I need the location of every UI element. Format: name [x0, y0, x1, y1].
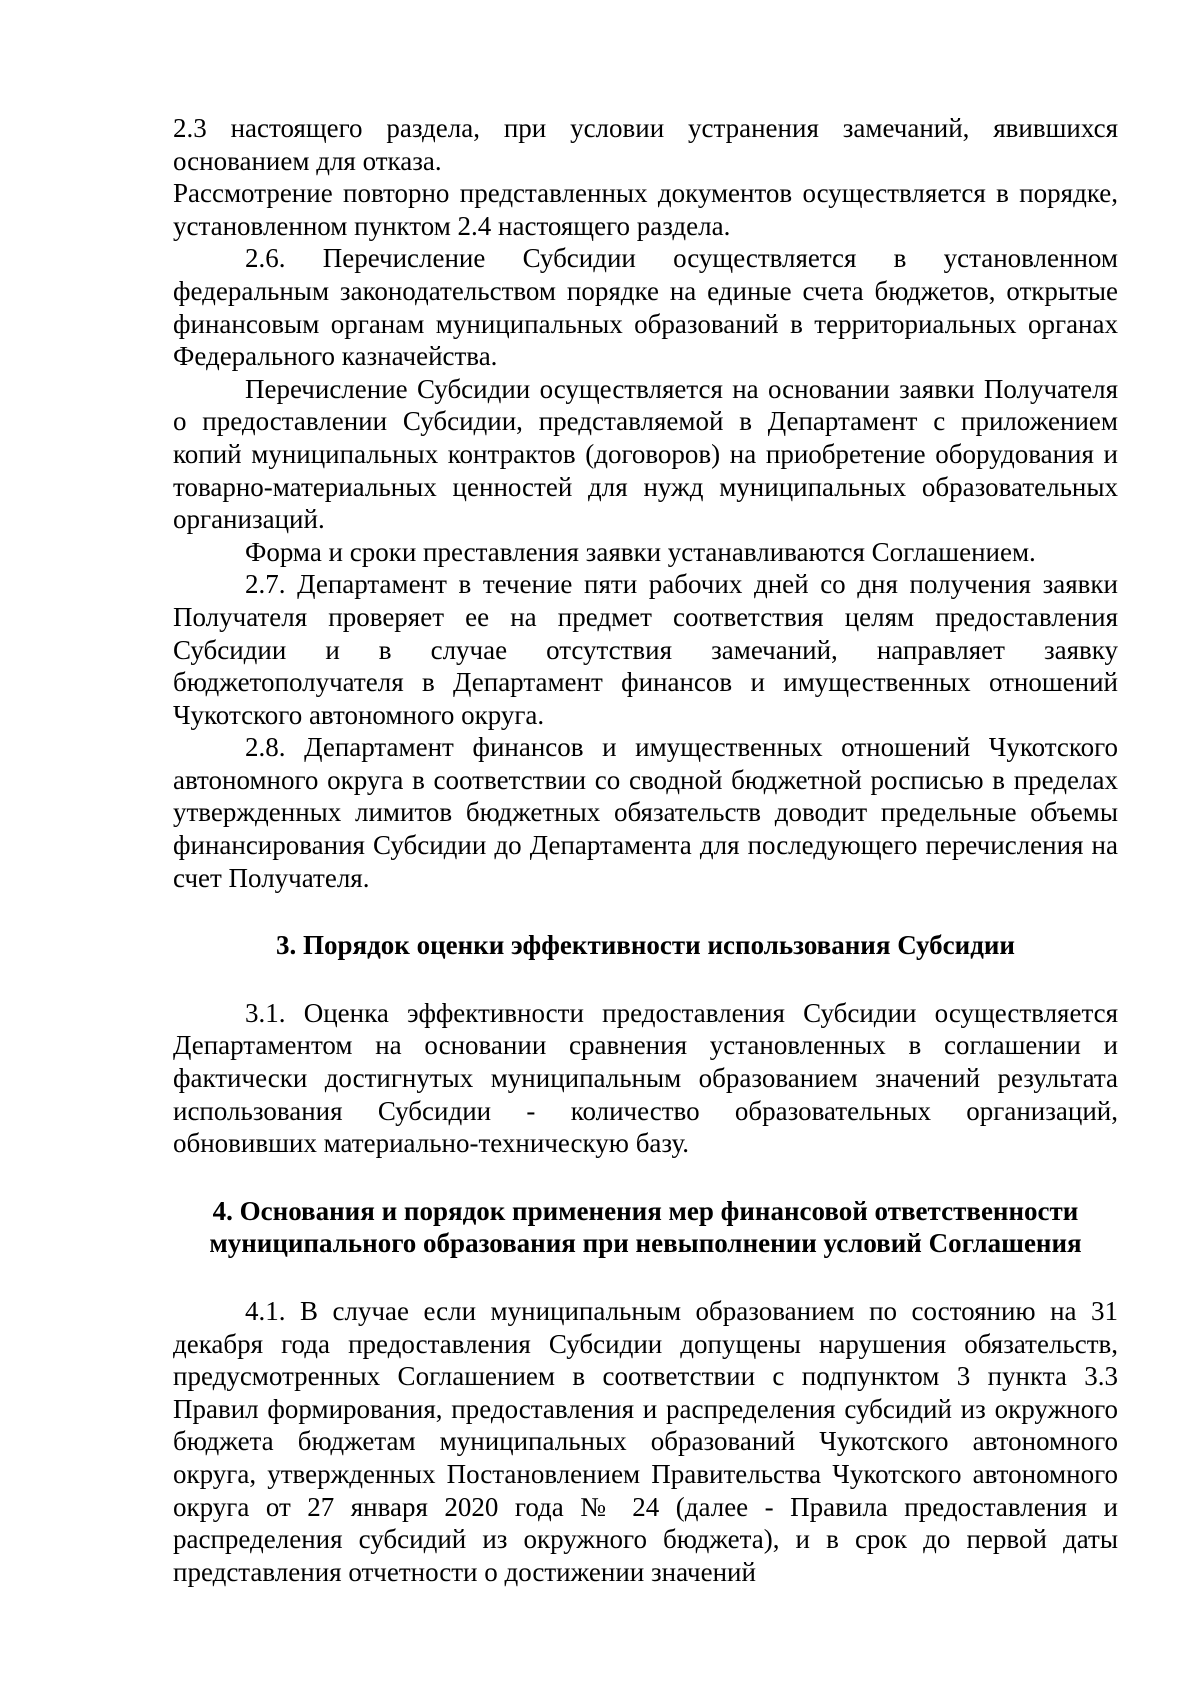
spacer	[173, 894, 1118, 929]
spacer	[173, 962, 1118, 997]
section-heading-3: 3. Порядок оценки эффективности использования Субсидии	[276, 930, 1015, 961]
paragraph-form: Форма и сроки преставления заявки устанавливаются Соглашением.	[245, 536, 1036, 567]
paragraph-3-1: 3.1. Оценка эффективности предоставления Субсидии осуществляется Департаментом на основании сравнения установленных в соглашении и фактически достигнутых муниципальным образованием значений результата использования Субсидии - количество образовательных организаций, обновивших материально-техническую базу.	[173, 997, 1118, 1159]
spacer	[173, 1160, 1118, 1195]
paragraph-review: Рассмотрение повторно представленных документов осуществляется в порядке, установленном пунктом 2.4 настоящего раздела.	[173, 178, 1118, 241]
spacer	[173, 1260, 1118, 1295]
paragraph-4-1: 4.1. В случае если муниципальным образованием по состоянию на 31 декабря года предоставления Субсидии допущены нарушения обязательств, предусмотренных Соглашением в соответствии с подпунктом 3 пункта 3.3 Правил формирования, предоставления и распределения субсидий из окружного бюджета бюджетам муниципальных образований Чукотского автономного округа, утвержденных Постановлением Правительства Чукотского автономного округа от 27 января 2020 года № 24 (далее - Правила предоставления и распределения субсидий из окружного бюджета), и в срок до первой даты представления отчетности о достижении значений	[173, 1296, 1118, 1587]
paragraph-transfer: Перечисление Субсидии осуществляется на основании заявки Получателя о предоставлении Субсидии, представляемой в Департамент с приложением копий муниципальных контрактов (договоров) на приобретение оборудования и товарно-материальных ценностей для нужд муниципальных образовательных организаций.	[173, 373, 1118, 535]
paragraph-2-8: 2.8. Департамент финансов и имущественных отношений Чукотского автономного округа в соответствии со сводной бюджетной росписью в пределах утвержденных лимитов бюджетных обязательств доводит предельные объемы финансирования Субсидии до Департамента для последующего перечисления на счет Получателя.	[173, 732, 1118, 893]
section-heading-4-line1: 4. Основания и порядок применения мер финансовой ответственности	[212, 1195, 1079, 1226]
paragraph-2-6: 2.6. Перечисление Субсидии осуществляется в установленном федеральным законодательством порядке на единые счета бюджетов, открытые финансовым органам муниципальных образований в территориальных органах Федерального казначейства.	[173, 243, 1118, 372]
paragraph-2-7: 2.7. Департамент в течение пяти рабочих дней со дня получения заявки Получателя проверяет ее на предмет соответствия целям предоставления Субсидии и в случае отсутствия замечаний, направляет заявку бюджетополучателя в Департамент финансов и имущественных отношений Чукотского автономного округа.	[173, 569, 1118, 730]
section-heading-4-line2: муниципального образования при невыполнении условий Соглашения	[209, 1228, 1082, 1259]
document-body	[173, 112, 1118, 1588]
paragraph-continuation: 2.3 настоящего раздела, при условии устранения замечаний, явившихся основанием для отказа.	[173, 113, 1118, 176]
section-heading-4	[173, 1195, 1118, 1260]
